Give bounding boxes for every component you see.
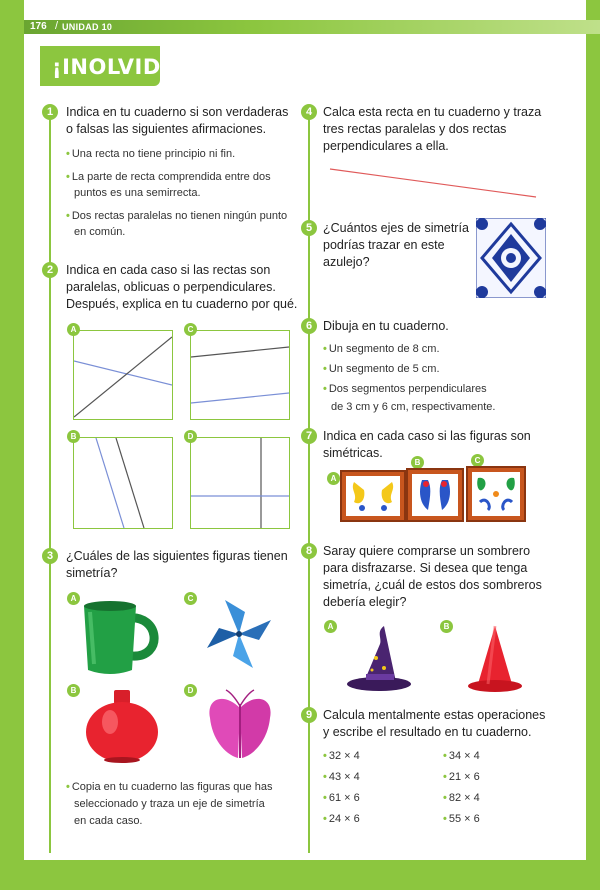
ex4-line-diagram <box>328 165 540 201</box>
lines-box-c <box>190 330 290 420</box>
exercise-8-number: 8 <box>301 543 317 559</box>
ex3-bullet-1-cont-1: seleccionado y traza un eje de simetría <box>74 798 265 810</box>
ex7-label-c: C <box>471 454 484 467</box>
ex7-prompt-line-2: simétricas. <box>323 446 383 460</box>
ex3-prompt-line-2: simetría? <box>66 566 118 580</box>
mug-icon <box>78 596 168 678</box>
ex9-op-7: • 82 × 4 <box>443 792 480 804</box>
line-a-dark <box>74 337 172 417</box>
ex3-label-d: D <box>184 684 197 697</box>
ex6-bullet-1: • Un segmento de 8 cm. <box>323 343 440 355</box>
ex9-op-8: • 55 × 6 <box>443 813 480 825</box>
ex2-label-c: C <box>184 323 197 336</box>
ex5-prompt-line-2: podrías trazar en este <box>323 238 445 252</box>
ex3-label-c: C <box>184 592 197 605</box>
ex1-prompt-line-2: o falsas las siguientes afirmaciones. <box>66 122 267 136</box>
ex7-label-b: B <box>411 456 424 469</box>
exercise-2-number: 2 <box>42 262 58 278</box>
ex2-prompt-line-1: Indica en cada caso si las rectas son <box>66 263 271 277</box>
ex2-label-d: D <box>184 430 197 443</box>
page-frame-right <box>586 0 600 890</box>
frame-b-icon <box>406 468 464 522</box>
ex1-bullet-2-cont: puntos es una semirrecta. <box>74 187 201 199</box>
ex1-bullet-2: • La parte de recta comprendida entre dos <box>66 171 271 183</box>
ex9-op-4: • 24 × 6 <box>323 813 360 825</box>
ex8-prompt-line-4: debería elegir? <box>323 595 407 609</box>
ex9-prompt-line-2: y escribe el resultado en tu cuaderno. <box>323 725 532 739</box>
line-c-dark <box>191 347 289 357</box>
ex1-bullet-1: • Una recta no tiene principio ni fin. <box>66 148 236 160</box>
lines-c-diagram <box>191 331 289 419</box>
tile-icon <box>476 218 546 298</box>
line-c-blue <box>191 393 289 403</box>
frame-c-icon <box>466 466 526 522</box>
vase-icon <box>82 688 162 764</box>
lines-box-d <box>190 437 290 529</box>
ex4-prompt-line-2: tres rectas paralelas y dos rectas <box>323 122 507 136</box>
ex3-bullet-1-cont-2: en cada caso. <box>74 815 143 827</box>
ex8-prompt-line-3: simetría, ¿cuál de estos dos sombreros <box>323 578 542 592</box>
ex9-prompt-line-1: Calcula mentalmente estas operaciones <box>323 708 546 722</box>
pinwheel-icon <box>205 598 273 670</box>
exercise-6-number: 6 <box>301 318 317 334</box>
ex7-label-a: A <box>327 472 340 485</box>
left-column-line <box>49 118 51 853</box>
ex2-label-b: B <box>67 430 80 443</box>
exercise-4-number: 4 <box>301 104 317 120</box>
lines-a-diagram <box>74 331 172 419</box>
ex9-op-6: • 21 × 6 <box>443 771 480 783</box>
ex8-label-a: A <box>324 620 337 633</box>
ex9-op-2: • 43 × 4 <box>323 771 360 783</box>
ex5-prompt-line-1: ¿Cuántos ejes de simetría <box>323 221 469 235</box>
ex6-bullet-3-cont: de 3 cm y 6 cm, respectivamente. <box>331 401 496 413</box>
line-a-blue <box>74 361 172 385</box>
page-number: 176 <box>30 21 47 32</box>
ex2-label-a: A <box>67 323 80 336</box>
ex4-red-line <box>330 169 536 197</box>
exercise-1-number: 1 <box>42 104 58 120</box>
lines-box-a <box>73 330 173 420</box>
ex7-prompt-line-1: Indica en cada caso si las figuras son <box>323 429 531 443</box>
ex2-prompt-line-3: Después, explica en tu cuaderno por qué. <box>66 297 298 311</box>
exercise-9-number: 9 <box>301 707 317 723</box>
ex3-prompt-line-1: ¿Cuáles de las siguientes figuras tienen <box>66 549 288 563</box>
cone-hat-icon <box>466 624 524 694</box>
unit-label: UNIDAD 10 <box>62 22 113 32</box>
lines-b-diagram <box>74 438 172 528</box>
ex1-prompt-line-1: Indica en tu cuaderno si son verdaderas <box>66 105 289 119</box>
ex9-op-5: • 34 × 4 <box>443 750 480 762</box>
ex1-bullet-3: • Dos rectas paralelas no tienen ningún punto <box>66 210 288 222</box>
exercise-3-number: 3 <box>42 548 58 564</box>
exercise-7-number: 7 <box>301 428 317 444</box>
ex3-label-b: B <box>67 684 80 697</box>
ex5-prompt-line-3: azulejo? <box>323 255 370 269</box>
header-separator: / <box>55 20 59 32</box>
ex8-prompt-line-1: Saray quiere comprarse un sombrero <box>323 544 531 558</box>
ex2-prompt-line-2: paralelas, oblicuas o perpendiculares. <box>66 280 276 294</box>
ex9-op-3: • 61 × 6 <box>323 792 360 804</box>
page-title: ¡INOLVIDABLE! <box>52 55 233 79</box>
ex8-prompt-line-2: para disfrazarse. Si desea que tenga <box>323 561 528 575</box>
ex9-op-1: • 32 × 4 <box>323 750 360 762</box>
ex1-bullet-3-cont: en común. <box>74 226 126 238</box>
ex3-label-a: A <box>67 592 80 605</box>
frame-a-icon <box>340 470 406 522</box>
ex6-prompt: Dibuja en tu cuaderno. <box>323 319 449 333</box>
ex6-bullet-3: • Dos segmentos perpendiculares <box>323 383 487 395</box>
ex4-prompt-line-3: perpendiculares a ella. <box>323 139 449 153</box>
witch-hat-icon <box>346 624 412 694</box>
lines-box-b <box>73 437 173 529</box>
ex6-bullet-2: • Un segmento de 5 cm. <box>323 363 440 375</box>
lines-d-diagram <box>191 438 289 528</box>
exercise-5-number: 5 <box>301 220 317 236</box>
ex3-bullet-1: • Copia en tu cuaderno las figuras que has <box>66 781 273 793</box>
ex8-label-b: B <box>440 620 453 633</box>
page-frame-left <box>0 0 24 890</box>
butterfly-icon <box>204 688 276 760</box>
ex4-prompt-line-1: Calca esta recta en tu cuaderno y traza <box>323 105 542 119</box>
page-frame-bottom <box>0 860 600 890</box>
